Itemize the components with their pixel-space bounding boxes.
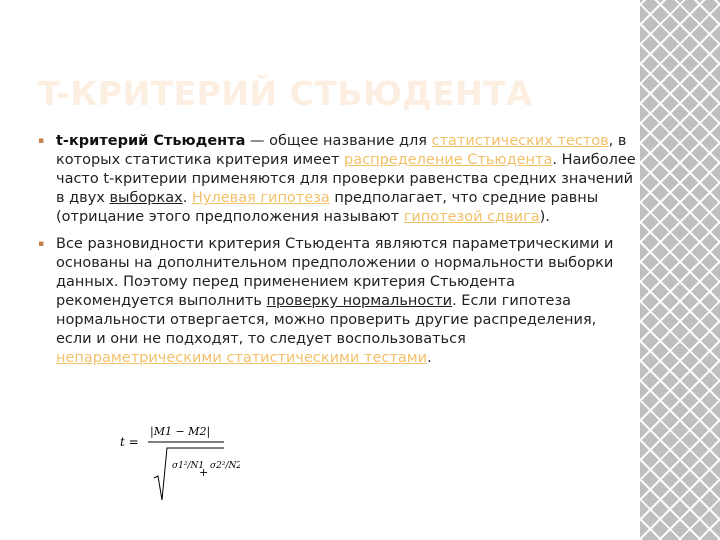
text-segment: . Если гипотеза нормальности отвергается, можно проверить другие распределения, если и они не подходят, то следует воспользоваться bbox=[56, 293, 597, 347]
formula-graphic bbox=[120, 420, 240, 508]
bullet-square-icon: ▪ bbox=[38, 239, 45, 249]
bullet-definition bbox=[38, 132, 636, 227]
link-null-hypothesis[interactable]: Нулевая гипотеза bbox=[191, 190, 330, 206]
text-segment: . bbox=[182, 190, 192, 206]
text-segment: . Наиболее часто t-критерии применяются для проверки равенства средних значений в двух bbox=[56, 152, 636, 206]
slide-title: T-КРИТЕРИЙ СТЬЮДЕНТА bbox=[38, 74, 533, 113]
t-statistic-formula bbox=[120, 420, 240, 508]
text-segment: , в которых статистика критерия имеет bbox=[56, 133, 627, 168]
link-student-distribution[interactable]: распределение Стьюдента bbox=[344, 152, 553, 168]
text-segment: Все разновидности критерия Стьюдента являются параметрическими и основаны на дополнительном предположении о нормальности выборки данных. Поэтому перед применением критерия Стьюдента рекомендуется выполнить bbox=[56, 236, 614, 309]
term-t-criterion: t-критерий Стьюдента bbox=[56, 133, 246, 149]
text-segment: . bbox=[427, 350, 432, 366]
decorative-side-pattern bbox=[640, 0, 720, 540]
formula-plus: + bbox=[199, 466, 209, 479]
link-samples[interactable]: выборках bbox=[109, 190, 183, 206]
text-segment: предполагает, что средние равны (отрицание этого предположения называют bbox=[56, 190, 599, 225]
link-statistical-tests[interactable]: статистических тестов bbox=[431, 133, 609, 149]
bullet-square-icon: ▪ bbox=[38, 136, 45, 146]
text-segment: ). bbox=[539, 209, 550, 225]
formula-term2: σ2²/N2 bbox=[210, 461, 240, 471]
text-segment: — общее название для bbox=[245, 133, 432, 149]
formula-term1: σ1²/N1 bbox=[172, 461, 205, 471]
bullet-assumptions bbox=[38, 235, 636, 368]
sqrt-symbol bbox=[154, 448, 224, 500]
link-shift-hypothesis[interactable]: гипотезой сдвига bbox=[403, 209, 540, 225]
link-nonparametric-tests[interactable]: непараметрическими статистическими тестами bbox=[56, 350, 428, 366]
link-normality-test[interactable]: проверку нормальности bbox=[266, 293, 453, 309]
formula-numerator: |M1 − M2| bbox=[150, 425, 211, 438]
slide-content bbox=[38, 132, 636, 376]
formula-lhs: t = bbox=[120, 435, 139, 449]
